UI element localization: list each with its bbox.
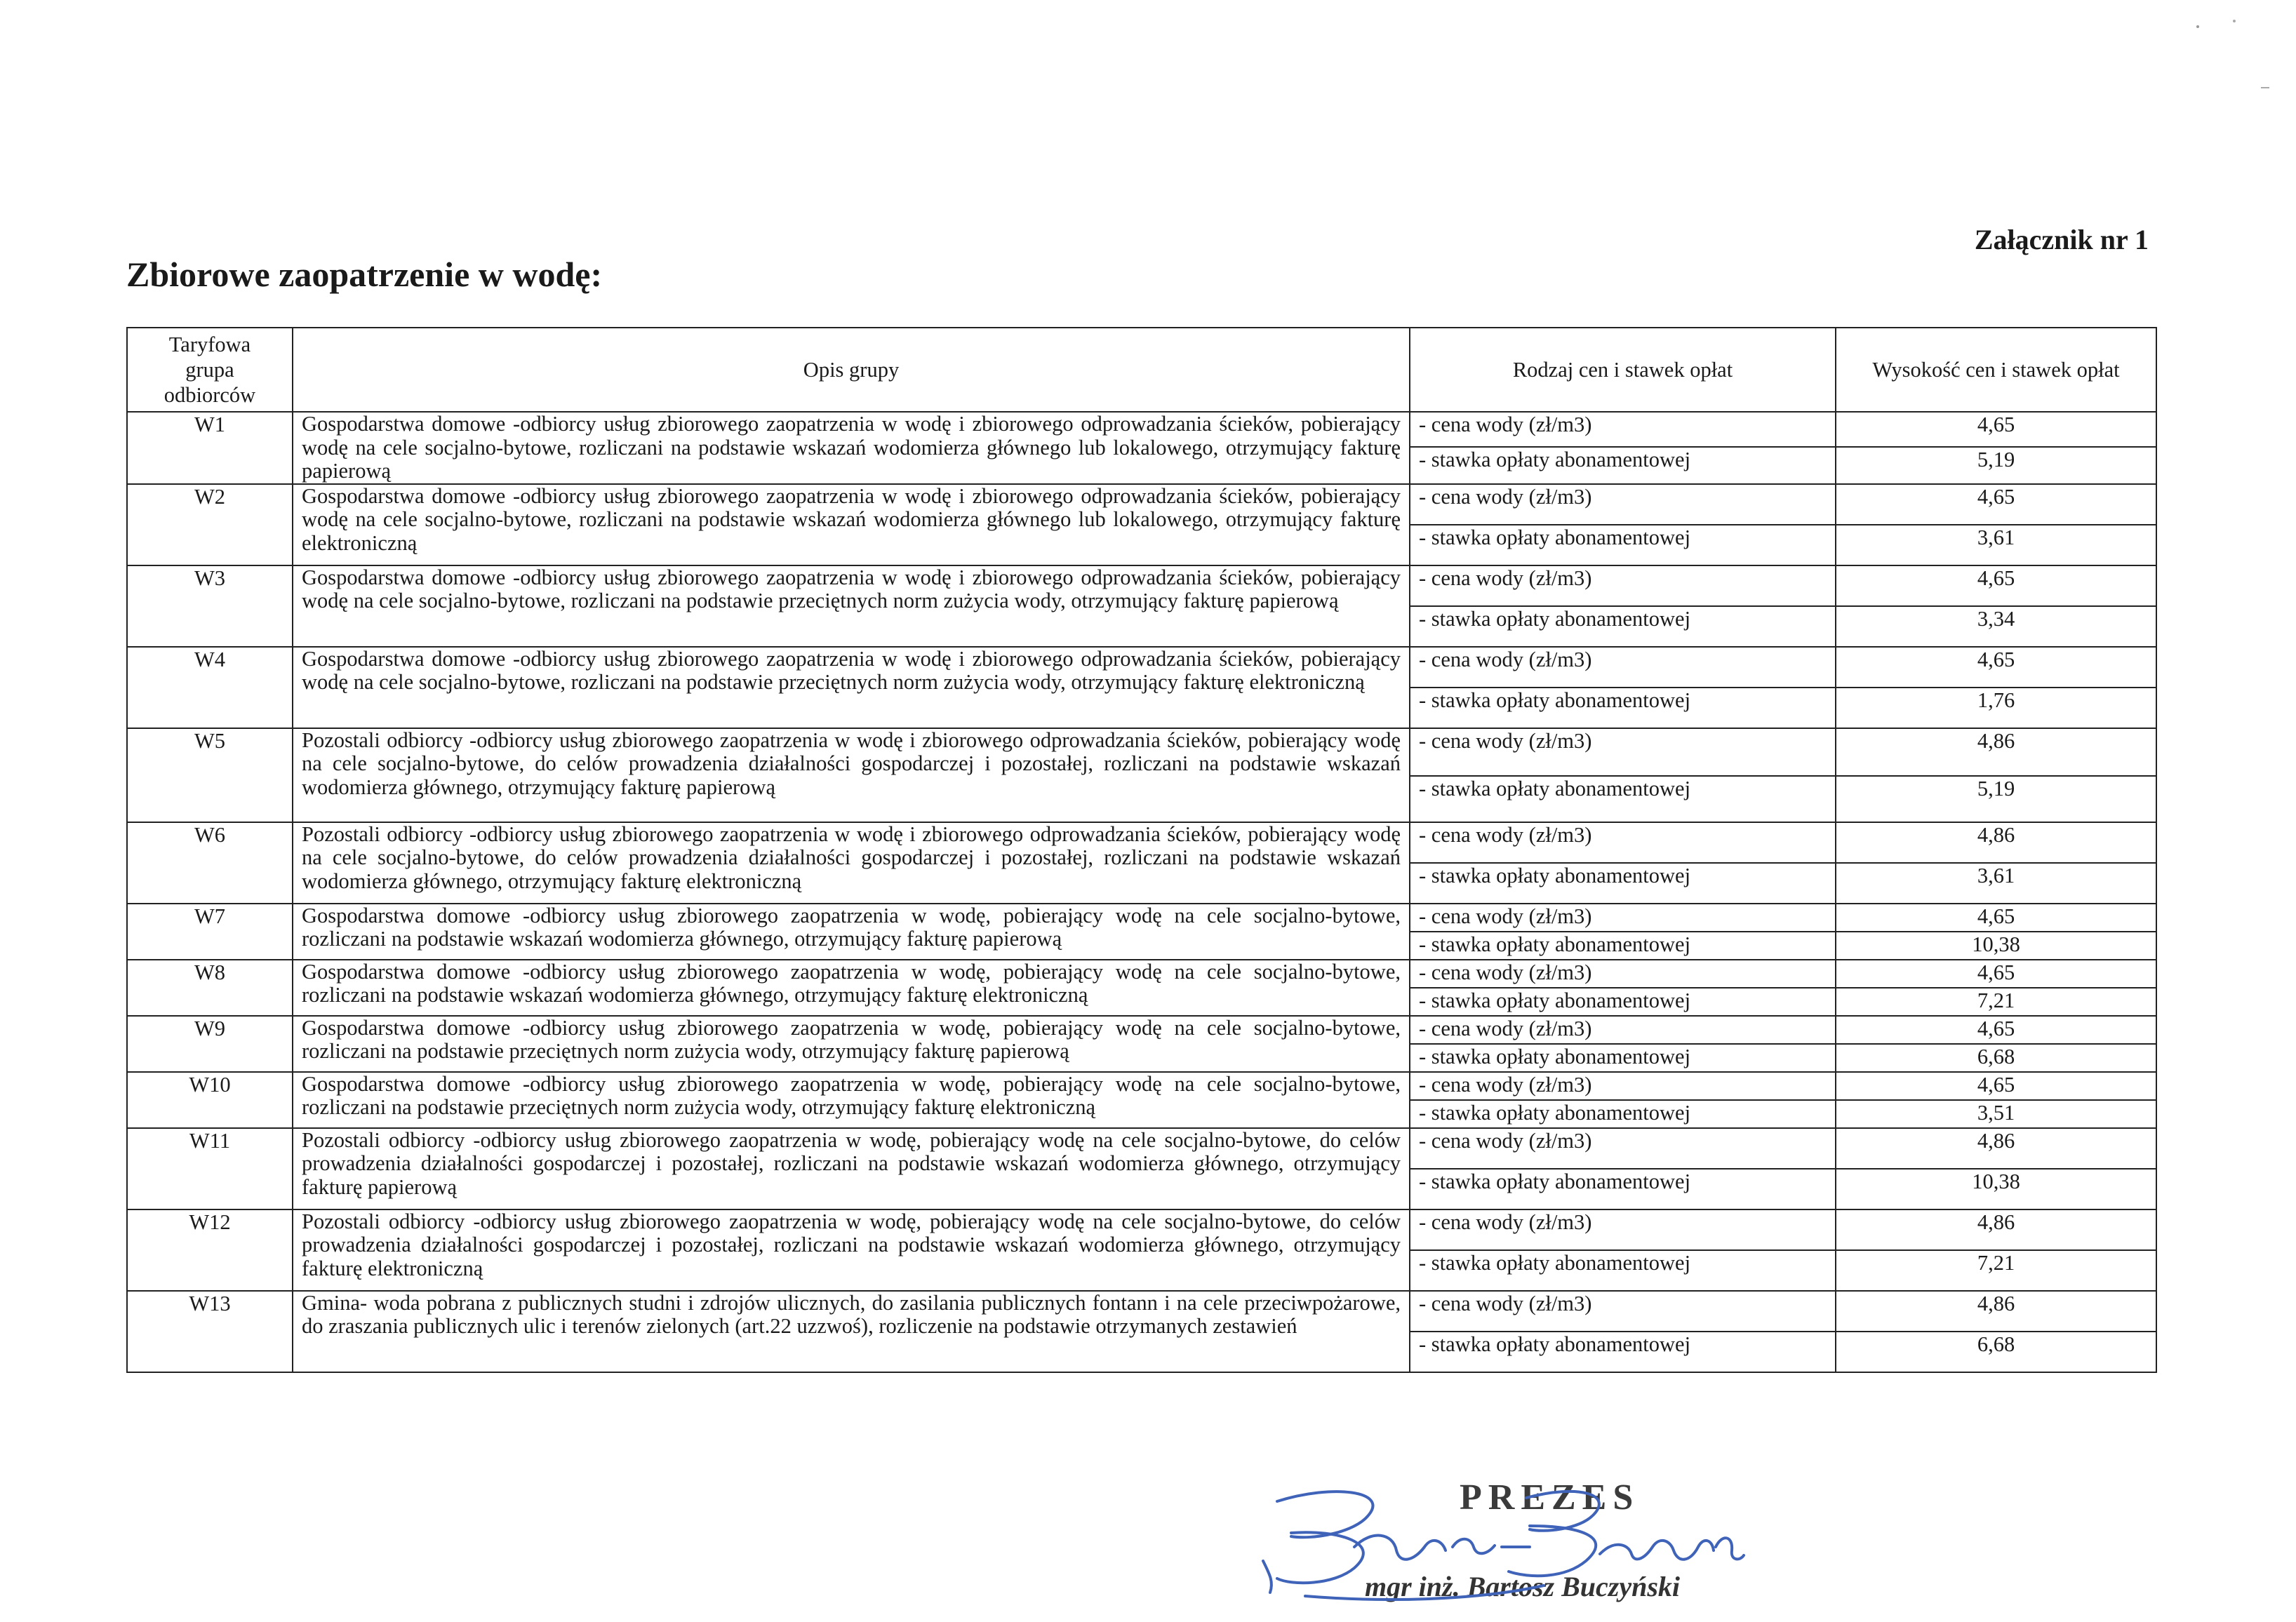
fee-value: 5,19 — [1836, 776, 2156, 822]
scan-specks — [2191, 14, 2275, 98]
handwritten-signature — [1249, 1463, 1754, 1617]
price-value: 4,65 — [1836, 960, 2156, 988]
fee-value: 6,68 — [1836, 1332, 2156, 1372]
fee-value: 7,21 — [1836, 988, 2156, 1016]
fee-value: 3,61 — [1836, 863, 2156, 904]
fee-label: - stawka opłaty abonamentowej — [1410, 1169, 1836, 1209]
table-row — [127, 1291, 2156, 1332]
price-value: 4,65 — [1836, 565, 2156, 606]
price-label: - cena wody (zł/m3) — [1410, 484, 1836, 525]
group-description: Gospodarstwa domowe -odbiorcy usług zbiorowego zaopatrzenia w wodę i zbiorowego odprowadzania ścieków, pobierający wodę na cele socjalno-bytowe, rozliczani na podstawie przeciętnych norm zużycia wody, otrzymujący fakturę elektroniczną — [293, 647, 1410, 728]
group-code: W2 — [127, 484, 293, 565]
fee-value: 6,68 — [1836, 1044, 2156, 1072]
group-description: Gospodarstwa domowe -odbiorcy usług zbiorowego zaopatrzenia w wodę i zbiorowego odprowadzania ścieków, pobierający wodę na cele socjalno-bytowe, rozliczani na podstawie wskazań wodomierza głównego lub lokalowego, otrzymujący fakturę elektroniczną — [293, 484, 1410, 565]
fee-label: - stawka opłaty abonamentowej — [1410, 606, 1836, 647]
table-row — [127, 904, 2156, 932]
table-row — [127, 1209, 2156, 1250]
group-description: Gospodarstwa domowe -odbiorcy usług zbiorowego zaopatrzenia w wodę, pobierający wodę na cele socjalno-bytowe, rozliczani na podstawie wskazań wodomierza głównego, otrzymujący fakturę papierową — [293, 904, 1410, 960]
price-value: 4,65 — [1836, 647, 2156, 688]
price-label: - cena wody (zł/m3) — [1410, 822, 1836, 863]
group-code: W5 — [127, 728, 293, 822]
fee-value: 3,34 — [1836, 606, 2156, 647]
price-label: - cena wody (zł/m3) — [1410, 647, 1836, 688]
group-code: W8 — [127, 960, 293, 1016]
stamp-role: PREZES — [1460, 1477, 1640, 1517]
group-description: Pozostali odbiorcy -odbiorcy usług zbiorowego zaopatrzenia w wodę, pobierający wodę na cele socjalno-bytowe, do celów prowadzenia działalności gospodarczej i pozostałej, rozliczani na podstawie wskazań wodomierza głównego, otrzymujący fakturę papierową — [293, 1128, 1410, 1209]
fee-label: - stawka opłaty abonamentowej — [1410, 1044, 1836, 1072]
group-description: Gospodarstwa domowe -odbiorcy usług zbiorowego zaopatrzenia w wodę, pobierający wodę na cele socjalno-bytowe, rozliczani na podstawie przeciętnych norm zużycia wody, otrzymujący fakturę elektroniczną — [293, 1072, 1410, 1128]
group-code: W1 — [127, 412, 293, 484]
fee-value: 5,19 — [1836, 447, 2156, 484]
fee-label: - stawka opłaty abonamentowej — [1410, 688, 1836, 728]
table-row — [127, 1128, 2156, 1169]
column-header-group — [127, 328, 293, 412]
group-description: Pozostali odbiorcy -odbiorcy usług zbiorowego zaopatrzenia w wodę i zbiorowego odprowadzania ścieków, pobierający wodę na cele socjalno-bytowe, do celów prowadzenia działalności gospodarczej i pozostałej, rozliczani na podstawie wskazań wodomierza głównego, otrzymujący fakturę elektroniczną — [293, 822, 1410, 904]
price-label: - cena wody (zł/m3) — [1410, 1291, 1836, 1332]
group-code: W12 — [127, 1209, 293, 1291]
group-code: W4 — [127, 647, 293, 728]
table-row — [127, 412, 2156, 447]
column-header-price-value: Wysokość cen i stawek opłat — [1836, 328, 2156, 412]
price-value: 4,86 — [1836, 822, 2156, 863]
price-label: - cena wody (zł/m3) — [1410, 728, 1836, 776]
group-description: Gmina- woda pobrana z publicznych studni i zdrojów ulicznych, do zasilania publicznych fontann i na cele przeciwpożarowe, do zraszania publicznych ulic i terenów zielonych (art.22 uzzwoś), rozliczenie na podstawie otrzymanych zestawień — [293, 1291, 1410, 1372]
group-code: W7 — [127, 904, 293, 960]
fee-value: 3,51 — [1836, 1100, 2156, 1128]
group-description: Gospodarstwa domowe -odbiorcy usług zbiorowego zaopatrzenia w wodę i zbiorowego odprowadzania ścieków, pobierający wodę na cele socjalno-bytowe, rozliczani na podstawie przeciętnych norm zużycia wody, otrzymujący fakturę papierową — [293, 565, 1410, 647]
annex-label: Załącznik nr 1 — [1974, 224, 2149, 255]
group-code: W3 — [127, 565, 293, 647]
price-label: - cena wody (zł/m3) — [1410, 565, 1836, 606]
table-row — [127, 647, 2156, 688]
price-value: 4,65 — [1836, 412, 2156, 447]
fee-label: - stawka opłaty abonamentowej — [1410, 988, 1836, 1016]
signatory-name: mgr inż. Bartosz Buczyński — [1365, 1571, 1681, 1602]
price-value: 4,86 — [1836, 728, 2156, 776]
group-code: W11 — [127, 1128, 293, 1209]
group-header-text: Taryfowa grupa odbiorców — [163, 333, 256, 407]
table-header-row — [127, 328, 2156, 412]
group-description: Gospodarstwa domowe -odbiorcy usług zbiorowego zaopatrzenia w wodę, pobierający wodę na cele socjalno-bytowe, rozliczani na podstawie przeciętnych norm zużycia wody, otrzymujący fakturę papierową — [293, 1016, 1410, 1072]
group-code: W13 — [127, 1291, 293, 1372]
fee-value: 1,76 — [1836, 688, 2156, 728]
document-title: Zbiorowe zaopatrzenie w wodę: — [126, 255, 603, 294]
column-header-price-type: Rodzaj cen i stawek opłat — [1410, 328, 1836, 412]
price-value: 4,65 — [1836, 1072, 2156, 1100]
price-label: - cena wody (zł/m3) — [1410, 412, 1836, 447]
group-description: Pozostali odbiorcy -odbiorcy usług zbiorowego zaopatrzenia w wodę, pobierający wodę na cele socjalno-bytowe, do celów prowadzenia działalności gospodarczej i pozostałej, rozliczani na podstawie wskazań wodomierza głównego, otrzymujący fakturę elektroniczną — [293, 1209, 1410, 1291]
tariff-table — [126, 327, 2157, 1373]
table-row — [127, 728, 2156, 776]
table-row — [127, 565, 2156, 606]
fee-label: - stawka opłaty abonamentowej — [1410, 776, 1836, 822]
fee-value: 3,61 — [1836, 525, 2156, 565]
table-row — [127, 960, 2156, 988]
table-row — [127, 484, 2156, 525]
fee-label: - stawka opłaty abonamentowej — [1410, 1332, 1836, 1372]
table-row — [127, 1072, 2156, 1100]
fee-value: 10,38 — [1836, 932, 2156, 960]
fee-value: 10,38 — [1836, 1169, 2156, 1209]
fee-label: - stawka opłaty abonamentowej — [1410, 1250, 1836, 1291]
price-label: - cena wody (zł/m3) — [1410, 904, 1836, 932]
group-description: Pozostali odbiorcy -odbiorcy usług zbiorowego zaopatrzenia w wodę i zbiorowego odprowadzania ścieków, pobierający wodę na cele socjalno-bytowe, do celów prowadzenia działalności gospodarczej i pozostałej, rozliczani na podstawie wskazań wodomierza głównego, otrzymujący fakturę papierową — [293, 728, 1410, 822]
group-description: Gospodarstwa domowe -odbiorcy usług zbiorowego zaopatrzenia w wodę i zbiorowego odprowadzania ścieków, pobierający wodę na cele socjalno-bytowe, rozliczani na podstawie wskazań wodomierza głównego lub lokalowego, otrzymujący fakturę papierową — [293, 412, 1410, 484]
price-label: - cena wody (zł/m3) — [1410, 1209, 1836, 1250]
price-label: - cena wody (zł/m3) — [1410, 1016, 1836, 1044]
price-value: 4,65 — [1836, 484, 2156, 525]
price-value: 4,65 — [1836, 904, 2156, 932]
fee-label: - stawka opłaty abonamentowej — [1410, 1100, 1836, 1128]
table-body — [127, 412, 2156, 1372]
price-value: 4,86 — [1836, 1128, 2156, 1169]
fee-value: 7,21 — [1836, 1250, 2156, 1291]
column-header-description: Opis grupy — [293, 328, 1410, 412]
group-code: W6 — [127, 822, 293, 904]
table-row — [127, 822, 2156, 863]
price-label: - cena wody (zł/m3) — [1410, 960, 1836, 988]
price-label: - cena wody (zł/m3) — [1410, 1072, 1836, 1100]
fee-label: - stawka opłaty abonamentowej — [1410, 863, 1836, 904]
price-label: - cena wody (zł/m3) — [1410, 1128, 1836, 1169]
price-value: 4,86 — [1836, 1209, 2156, 1250]
table-row — [127, 1016, 2156, 1044]
fee-label: - stawka opłaty abonamentowej — [1410, 525, 1836, 565]
group-description: Gospodarstwa domowe -odbiorcy usług zbiorowego zaopatrzenia w wodę, pobierający wodę na cele socjalno-bytowe, rozliczani na podstawie wskazań wodomierza głównego, otrzymujący fakturę elektroniczną — [293, 960, 1410, 1016]
fee-label: - stawka opłaty abonamentowej — [1410, 932, 1836, 960]
price-value: 4,65 — [1836, 1016, 2156, 1044]
group-code: W9 — [127, 1016, 293, 1072]
fee-label: - stawka opłaty abonamentowej — [1410, 447, 1836, 484]
group-code: W10 — [127, 1072, 293, 1128]
price-value: 4,86 — [1836, 1291, 2156, 1332]
